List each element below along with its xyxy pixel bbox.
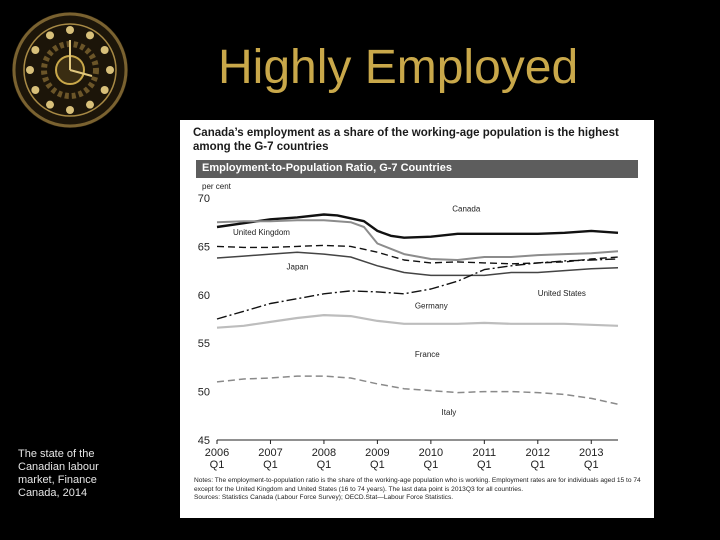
series-label-germany: Germany [414, 301, 448, 311]
x-tick-year-label: 2012 [525, 447, 551, 459]
chart-notes [194, 477, 642, 503]
source-caption: The state of the Canadian labour market, Finance Canada, 2014 [18, 448, 99, 499]
x-tick-year-label: 2013 [579, 447, 604, 459]
series-label-united-states: United States [537, 288, 586, 298]
x-tick-quarter-label: Q1 [583, 459, 599, 471]
x-tick-quarter-label: Q1 [476, 459, 492, 471]
series-label-italy: Italy [441, 407, 457, 417]
sources-text: Sources: Statistics Canada (Labour Force Survey); OECD.Stat—Labour Force Statistics. [194, 494, 454, 501]
series-line-france [217, 315, 618, 328]
clock-hour-mark [46, 101, 54, 109]
clock-hour-mark [106, 66, 114, 74]
clock-hour-mark [31, 46, 39, 54]
x-tick-quarter-label: Q1 [370, 459, 385, 471]
x-tick-quarter-label: Q1 [530, 459, 546, 471]
x-tick-quarter-label: Q1 [423, 459, 439, 471]
clock-hour-mark [66, 26, 74, 34]
x-tick-quarter-label: Q1 [263, 459, 278, 471]
y-tick-label: 55 [197, 338, 210, 351]
chart-headline: Canada’s employment as a share of the working-age population is the highest among the G-7 countries [193, 127, 619, 153]
ornate-clock-icon [10, 10, 130, 130]
x-tick-year-label: 2011 [472, 447, 497, 459]
x-tick-year-label: 2008 [311, 447, 337, 459]
y-tick-label: 60 [197, 289, 210, 302]
clock-hour-mark [66, 106, 74, 114]
series-label-canada: Canada [452, 204, 481, 214]
x-tick-year-label: 2010 [418, 447, 444, 459]
y-axis-label: per cent [202, 182, 231, 191]
y-tick-label: 50 [197, 386, 210, 399]
x-tick-quarter-label: Q1 [316, 459, 332, 471]
clock-hour-mark [86, 101, 94, 109]
x-tick-year-label: 2009 [365, 447, 390, 459]
notes-text: Notes: The employment-to-population ratio is the share of the working-age population who is working. Employment rates are for individuals aged 15 to 74 except for the United Kingdom and United States (16 to 74 years). The last data point is 2013Q3 for all countries. [194, 477, 641, 493]
series-line-italy [217, 376, 618, 404]
x-tick-quarter-label: Q1 [209, 459, 225, 471]
chart-title: Employment-to-Population Ratio, G-7 Countries [202, 162, 452, 174]
clock-hour-mark [46, 31, 54, 39]
clock-hour-mark [26, 66, 34, 74]
y-tick-label: 45 [197, 435, 210, 447]
series-label-united-kingdom: United Kingdom [233, 227, 290, 237]
chart-panel [180, 120, 654, 518]
clock-hour-mark [86, 31, 94, 39]
line-chart [180, 120, 654, 480]
series-label-france: France [414, 349, 440, 359]
y-tick-label: 65 [197, 241, 210, 254]
slide-title: Highly Employed [218, 41, 579, 94]
series-label-japan: Japan [286, 262, 309, 272]
clock-hour-mark [101, 86, 109, 94]
clock-hour-mark [101, 46, 109, 54]
y-tick-label: 70 [197, 193, 210, 205]
x-tick-year-label: 2006 [204, 447, 230, 459]
clock-hour-mark [31, 86, 39, 94]
x-tick-year-label: 2007 [258, 447, 283, 459]
